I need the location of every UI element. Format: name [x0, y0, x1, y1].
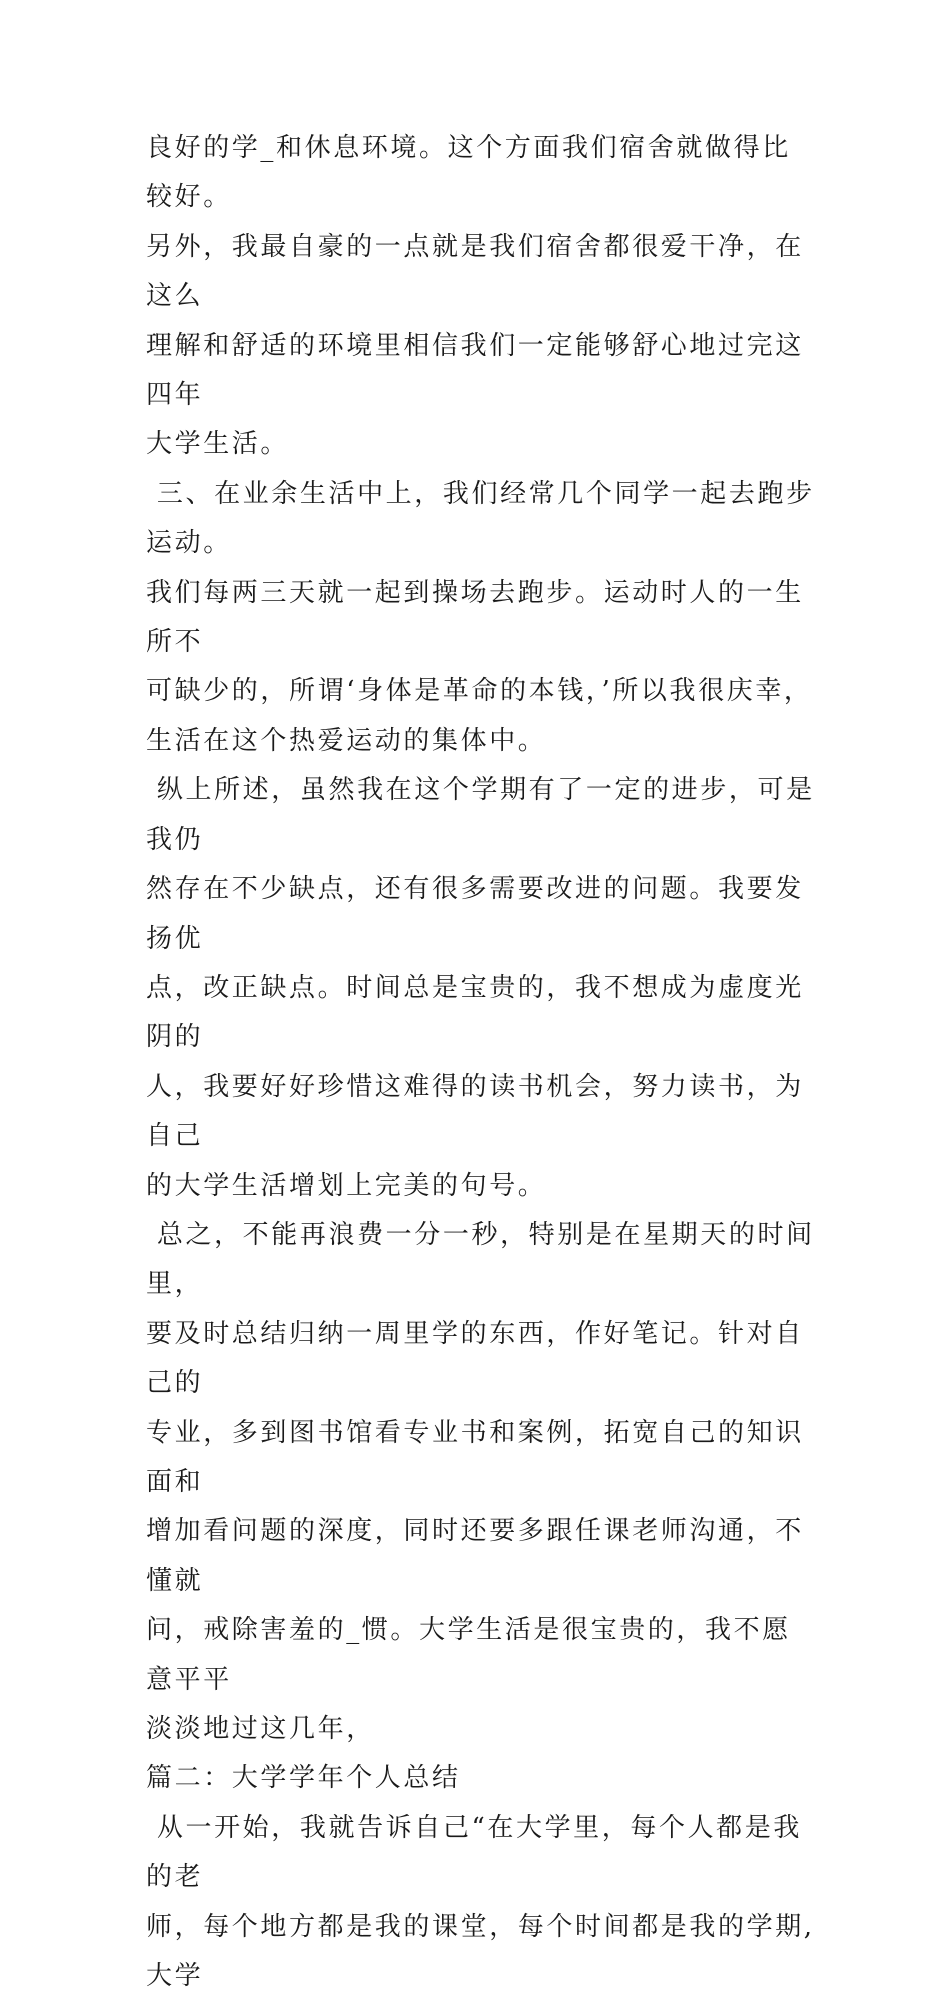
- text-line: 人，我要好好珍惜这难得的读书机会，努力读书，为自己: [146, 1071, 804, 1152]
- text-line: 的大学生活增划上完美的句号。: [146, 1170, 547, 1201]
- text-line: 从一开始，我就告诉自己“在大学里，每个人都是我的老: [146, 1812, 802, 1893]
- text-line: 点，改正缺点。时间总是宝贵的，我不想成为虚度光阴的: [146, 972, 804, 1053]
- text-line: 生活在这个热爱运动的集体中。: [146, 725, 547, 756]
- text-line: 理解和舒适的环境里相信我们一定能够舒心地过完这四年: [146, 330, 804, 411]
- text-line: 可缺少的，所谓‘身体是革命的本钱，’所以我很庆幸，: [146, 676, 813, 707]
- text-line: 总之，不能再浪费一分一秒，特别是在星期天的时间里，: [146, 1219, 815, 1300]
- text-line: 三、在业余生活中上，我们经常几个同学一起去跑步运动。: [146, 478, 815, 559]
- section-heading: 篇二：大学学年个人总结: [146, 1763, 461, 1794]
- text-line: 纵上所述，虽然我在这个学期有了一定的进步，可是我仍: [146, 775, 815, 855]
- text-line: 我们每两三天就一起到操场去跑步。运动时人的一生所不: [146, 577, 804, 658]
- text-line: 另外，我最自豪的一点就是我们宿舍都很爱干净，在这么: [146, 231, 804, 312]
- text-line: 大学生活。: [146, 429, 290, 460]
- text-line: 问，戒除害羞的_惯。大学生活是很宝贵的，我不愿意平平: [146, 1615, 791, 1695]
- text-line: 专业，多到图书馆看专业书和案例，拓宽自己的知识面和: [146, 1417, 804, 1497]
- text-line: 然存在不少缺点，还有很多需要改进的问题。我要发扬优: [146, 874, 804, 954]
- text-line: 良好的学_和休息环境。这个方面我们宿舍就做得比较好。: [146, 133, 791, 213]
- text-line: 师，每个地方都是我的课堂，每个时间都是我的学期,大学: [146, 1911, 815, 1992]
- text-line: 要及时总结归纳一周里学的东西，作好笔记。针对自己的: [146, 1318, 804, 1399]
- document-body: [146, 124, 818, 2001]
- text-line: 增加看问题的深度，同时还要多跟任课老师沟通，不懂就: [146, 1516, 804, 1596]
- text-line: 淡淡地过这几年，: [146, 1714, 375, 1744]
